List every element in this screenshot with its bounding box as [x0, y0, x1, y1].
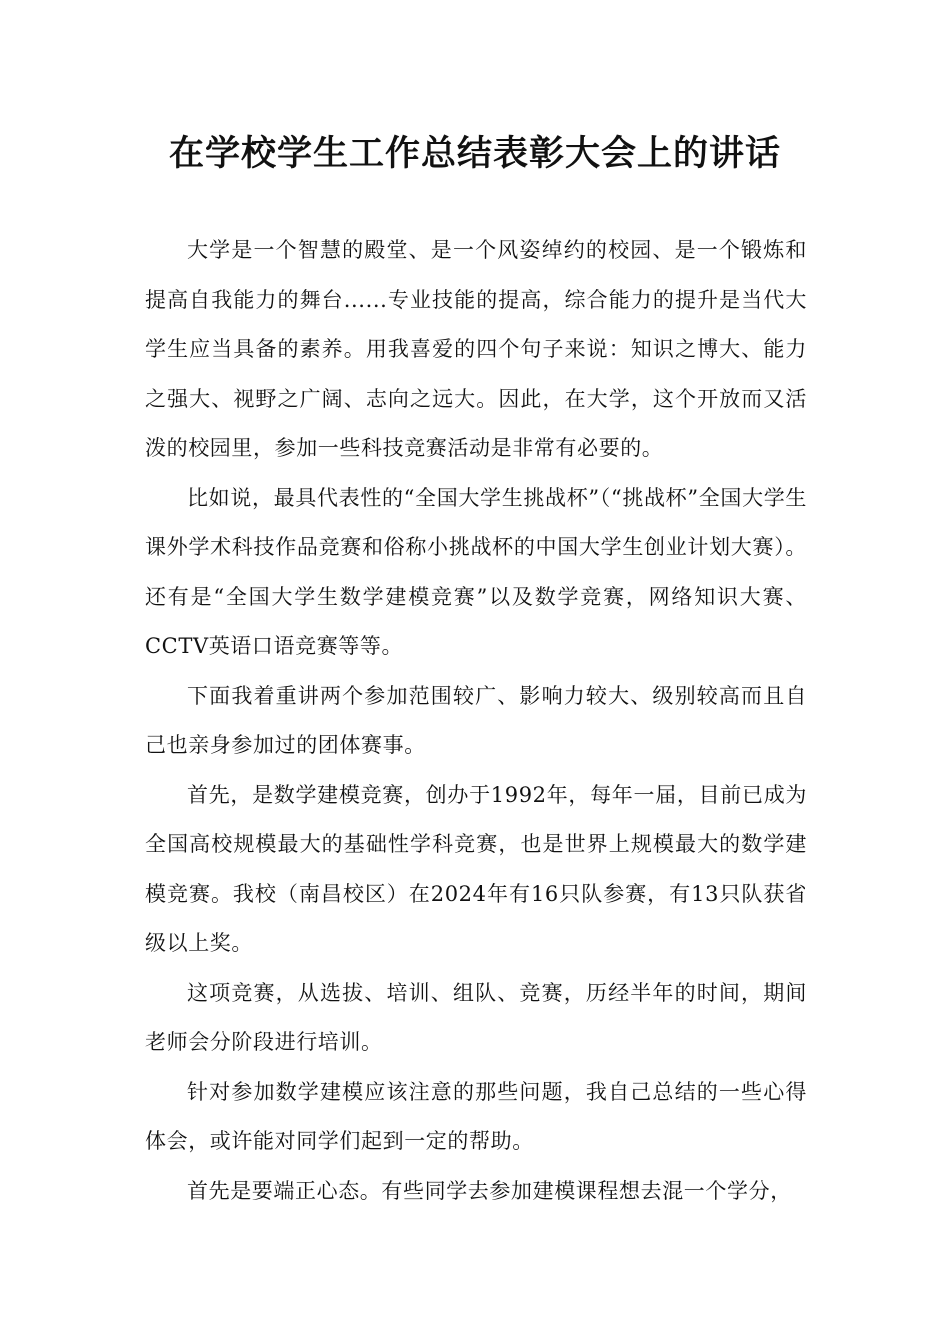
- document-title: 在学校学生工作总结表彰大会上的讲话: [168, 134, 781, 174]
- paragraph: 针对参加数学建模应该注意的那些问题，我自己总结的一些心得体会，或许能对同学们起到一定的帮助。: [145, 1079, 807, 1153]
- paragraph: 大学是一个智慧的殿堂、是一个风姿绰约的校园、是一个锻炼和提高自我能力的舞台......专业技能的提高，综合能力的提升是当代大学生应当具备的素养。用我喜爱的四个句子来说：知识之博大、能力之强大、视野之广阔、志向之远大。因此，在大学，这个开放而又活泼的校园里，参加一些科技竞赛活动是非常有必要的。: [145, 238, 807, 460]
- paragraph: 比如说，最具代表性的“全国大学生挑战杯”（“挑战杯”全国大学生课外学术科技作品竞赛和俗称小挑战杯的中国大学生创业计划大赛）。还有是“全国大学生数学建模竞赛”以及数学竞赛，网络知识大赛、CCTV英语口语竞赛等等。: [145, 485, 807, 658]
- document-body: [145, 226, 807, 1216]
- paragraph: 首先是要端正心态。有些同学去参加建模课程想去混一个学分，: [187, 1178, 792, 1203]
- paragraph: 这项竞赛，从选拔、培训、组队、竞赛，历经半年的时间，期间老师会分阶段进行培训。: [145, 980, 807, 1054]
- paragraph: 下面我着重讲两个参加范围较广、影响力较大、级别较高而且自己也亲身参加过的团体赛事。: [145, 683, 807, 757]
- paragraph: 首先，是数学建模竞赛，创办于1992年，每年一届，目前已成为全国高校规模最大的基础性学科竞赛，也是世界上规模最大的数学建模竞赛。我校（南昌校区）在2024年有16只队参赛，有13只队获省级以上奖。: [145, 782, 807, 955]
